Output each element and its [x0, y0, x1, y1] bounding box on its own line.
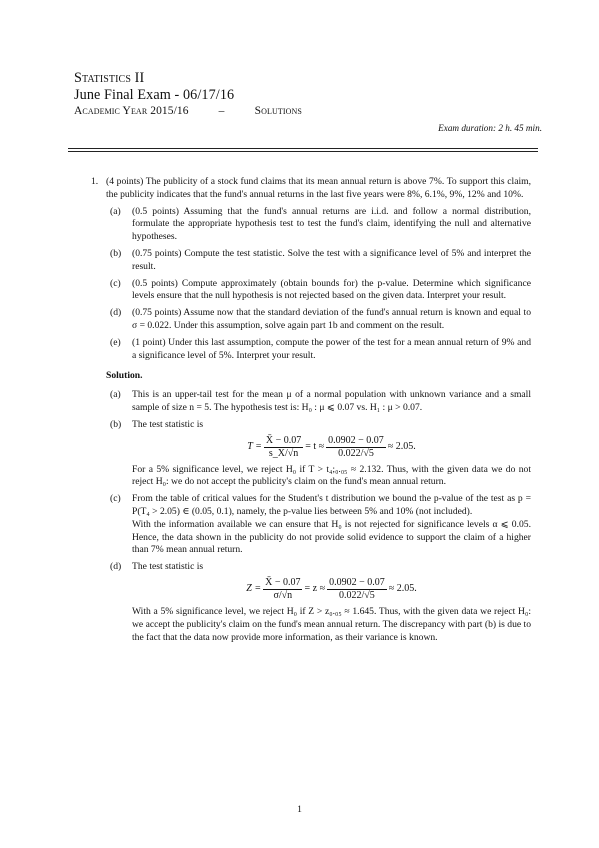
fraction-numerator: 0.0902 − 0.07	[328, 434, 384, 446]
equation-fraction	[326, 435, 386, 460]
solution-text: From the table of critical values for the Student's t distribution we bound the p-value of the test as p = P(T₄ > 2.05) ∈ (0.05, 0.1), namely, the p-value lies between 5% and 10% (not included).	[132, 493, 531, 517]
fraction-denominator: 0.022/√5	[338, 589, 375, 601]
academic-year: Academic Year 2015/16	[74, 105, 189, 117]
equation-rhs: ≈ 2.05.	[387, 440, 416, 452]
solution-text: For a 5% significance level, we reject H₀ if T > t₄;₀.₀₅ ≈ 2.132. Thus, with the given data we do not reject H₀: we do not accept the publicity's claim on the fund's mean annual return.	[132, 463, 531, 488]
exam-duration: Exam duration: 2 h. 45 min.	[438, 123, 542, 133]
question-part-d	[106, 307, 531, 333]
part-label: (d)	[110, 307, 122, 319]
equation-fraction	[264, 435, 303, 460]
part-label: (b)	[110, 247, 122, 259]
solution-part-d	[106, 561, 531, 644]
part-label: (b)	[110, 418, 122, 430]
solution-intro: The test statistic is	[132, 418, 204, 430]
question-part-e	[106, 337, 531, 363]
equation-rhs: ≈ 2.05.	[388, 583, 417, 595]
equation-middle: = t ≈	[305, 440, 325, 452]
header-separator: –	[218, 105, 225, 117]
solution-heading: Solution.	[106, 370, 143, 382]
course-title: Statistics II	[74, 70, 145, 86]
header-rule-top	[68, 148, 538, 149]
question-part-c	[106, 278, 531, 304]
fraction-numerator: X̄ − 0.07	[265, 434, 302, 446]
part-text: (0.5 points) Assuming that the fund's annual returns are i.i.d. and follow a normal distribution, formulate the appropriate hypothesis test to test the fund's claim, identifying the null and alternative hypotheses.	[132, 205, 531, 243]
fraction-numerator: X̄ − 0.07	[265, 576, 301, 588]
question-body	[91, 176, 531, 648]
solution-text: With the information available we can ensure that H₀ is not rejected for significance levels α ⩽ 0.05. Hence, the data shown in the publicity do not provide solid evidence to support the claim of a higher than 7% mean annual return.	[132, 518, 531, 556]
fraction-denominator: 0.022/√5	[338, 447, 374, 459]
solution-text: This is an upper-tail test for the mean μ of a normal population with unknown variance and a small sample of size n = 5. The hypothesis test is: H₀ : μ ⩽ 0.07 vs. H₁ : μ > 0.07.	[132, 389, 531, 413]
solution-part-a	[106, 389, 531, 415]
equation-lhs: Z =	[246, 583, 262, 595]
equation-lhs: T =	[247, 440, 262, 452]
solution-part-c	[106, 493, 531, 557]
question-number: 1.	[91, 176, 99, 187]
question-part-b	[106, 248, 531, 274]
test-statistic-equation-t	[132, 435, 531, 460]
solution-intro: The test statistic is	[132, 561, 204, 573]
part-label: (d)	[110, 561, 122, 573]
part-label: (a)	[110, 389, 121, 401]
solution-part-b	[106, 419, 531, 489]
part-text: (0.75 points) Assume now that the standard deviation of the fund's annual return is known and equal to σ = 0.022. Under this assumption, solve again part 1b and comment on the result.	[132, 307, 531, 331]
part-label: (a)	[110, 205, 121, 217]
solution-text: With a 5% significance level, we reject H₀ if Z > z₀.₀₅ ≈ 1.645. Thus, with the given data we reject H₀: we accept the publicity's claim on the fund's mean annual return. The discrepancy with part (b) is due to the fact that the data now provide more information, as their variance is known.	[132, 605, 531, 643]
part-text: (0.5 points) Compute approximately (obtain bounds for) the p-value. Determine which significance levels ensure that the null hypothesis is not rejected based on the given data. Interpret your result.	[132, 277, 531, 302]
fraction-denominator: σ/√n	[273, 589, 293, 601]
part-label: (c)	[110, 277, 121, 289]
question-parts	[106, 206, 531, 363]
exam-title: June Final Exam - 06/17/16	[74, 87, 235, 103]
fraction-denominator: s_X/√n	[268, 447, 299, 459]
solution-parts	[106, 389, 531, 644]
part-label: (e)	[110, 336, 121, 348]
test-statistic-equation-z	[132, 577, 531, 602]
question-intro: (4 points) The publicity of a stock fund claims that its mean annual return is above 7%. To support this claim, the publicity indicates that the fund's annual returns in the last five years were 8%, 6.1%, 9%, 12% and 10%.	[106, 176, 531, 200]
section-label: Solutions	[254, 105, 302, 117]
equation-fraction	[263, 577, 302, 602]
fraction-numerator: 0.0902 − 0.07	[329, 576, 385, 588]
question-part-a	[106, 206, 531, 244]
part-label: (c)	[110, 493, 121, 505]
equation-middle: = z ≈	[304, 583, 326, 595]
exam-header	[74, 70, 544, 118]
part-text: (0.75 points) Compute the test statistic. Solve the test with a significance level of 5% and interpret the result.	[132, 247, 531, 272]
header-rule-bottom	[68, 151, 538, 152]
academic-year-line	[74, 104, 544, 118]
page-number: 1	[297, 804, 302, 815]
equation-fraction	[327, 577, 387, 602]
part-text: (1 point) Under this last assumption, compute the power of the test for a mean annual return of 9% and a significance level of 5%. Interpret your result.	[132, 336, 531, 361]
